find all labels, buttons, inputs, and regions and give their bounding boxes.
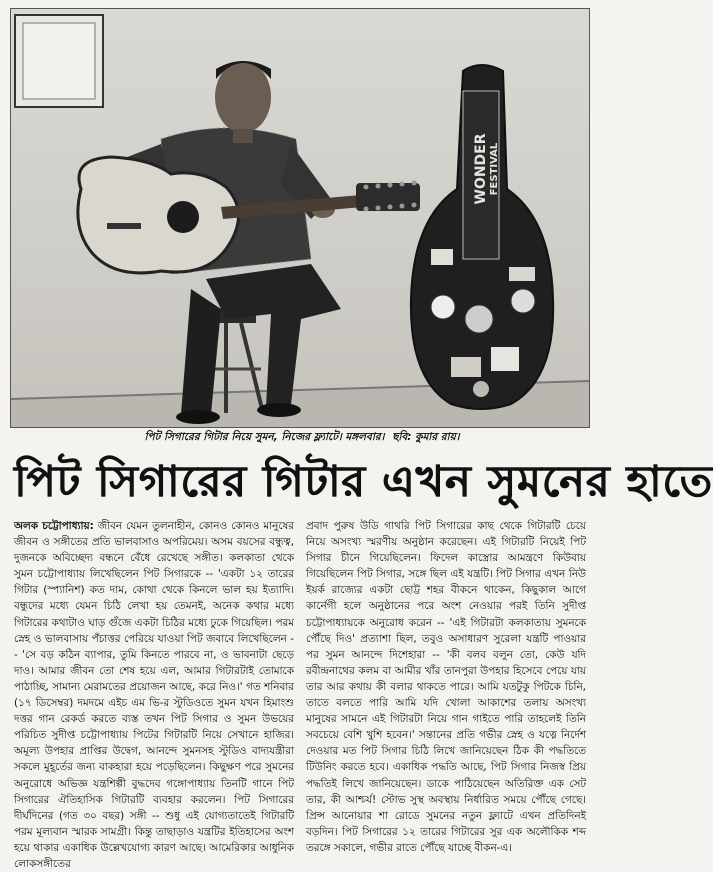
case-sticker-word-1: WONDER xyxy=(473,133,489,205)
left-column-text: জীবন যেমন তুলনাহীন, কোনও কোনও মানুষের জীবন ও সঙ্গীতের প্রতি ভালবাসাও অপরিমেয়। অসম বয়সের বন্ধুত্ব, দুজনকে অবিচ্ছেদ্য বন্ধনে বেঁধে রেখেছে সঙ্গীত। কলকাতা থেকে সুমন চট্টোপাধ্যায় লিখেছিলেন পিট সিগারকে -- 'একটা ১২ তারের গিটার (স্প্যানিশ) কত দাম, কোথা থেকে কিনলে ভাল হয় ইত্যাদি। বন্ধুদের মধ্যে যেমন চিঠি লেখা হয় তেমনই, অনেক কথার মধ্যে গিটারের কথাটাও ঘাড় গুঁজে একটা চিঠির মধ্যে ঢুকে গিয়েছিল। পরম স্নেহ ও ভালবাসায় পঁচাত্তর পেরিয়ে যাওয়া পিট জবাবে লিখেছিলেন -- 'সে বড় কঠিন ব্যাপার, তুমি কিনতে পারবে না, ও ভাবনাটা ছেড়ে দাও। আমার জীবন তো শেষ হয়ে এল, আমার গিটারটাই তোমাকে পাঠাচ্ছি, সামান্য মেরামতের প্রয়োজন আছে, করে নিও।' গত শনিবার (১৭ ডিসেম্বর) দমদমে এইচ এম ভি-র স্টুডিওতে সুমন যখন হিমাংশু দত্তর গান রেকর্ড করতে ব্যস্ত তখন পিট সিগার ও সুমন উভয়ের পরিচিত সুদীপ্ত চট্টোপাধ্যায় পিটের গিটারটি নিয়ে সেখানে হাজির। অমূল্য উপহার প্রাপ্তির উদ্বেগ, আনন্দে সুমনসহ স্টুডিও বাদ্যযন্ত্রীরা সকলে মুহূর্তের জন্য বাকহারা হয়ে পড়েছিলেন। কিছুক্ষণ পরে সুমনের অনুরোধে অভিজ্ঞ যন্ত্রশিল্পী বুদ্ধদেব গঙ্গোপাধ্যায় তিনটি গানে পিট সিগারের ঐতিহাসিক গিটারটি ব্যবহার করলেন। পিট সিগারের দীর্ঘদিনের (গত ৩০ বছর) সঙ্গী -- শুধু এই যোগ্যতাতেই গিটারটি পরম মূল্যবান স্মারক সামগ্রী। কিন্তু তাছাড়াও যন্ত্রটির ইতিহাসের অংশ হয়ে থাকার একাধিক উল্লেখযোগ্য কারণ আছে। আমেরিকার আধুনিক লোকসঙ্গীতের xyxy=(14,520,294,870)
article-headline: পিট সিগারের গিটার এখন সুমনের হাতে xyxy=(14,457,713,507)
article-column-right xyxy=(306,518,586,854)
caption-credit: ছবি: কুমার রায়। xyxy=(392,431,460,443)
article-photo xyxy=(10,8,590,428)
photo-caption xyxy=(112,428,492,446)
right-column-text: প্রবাদ পুরুষ উডি গাথরি পিট সিগারের কাছ থেকে গিটারটি চেয়ে নিয়ে অসংখ্য স্মরণীয় অনুষ্ঠান করেছেন। এই গিটারটি নিয়েই পিট সিগার চীনে গিয়েছিলেন। ফিদেল কাস্ত্রোর আমন্ত্রণে কিউবায় গিয়েছিলেন পিট সিগার, সঙ্গে ছিল এই যন্ত্রটি। পিট সিগার এখন নিউ ইয়র্ক রাজ্যের একটা ছোট্ট শহর বীকনে থাকেন, কিছুকাল আগে কার্নেগী হলে অনুষ্ঠানের পরে অংশ নেওয়ার পরই তিনি সুদীপ্ত চট্টোপাধ্যায়কে অনুরোধ করেন -- 'এই গিটারটা কলকাতায় সুমনকে পৌঁছে দিও' প্রত্যাশা ছিল, তবুও অসাধারণ সুরেলা যন্ত্রটি পাওয়ার পর সুমন আনন্দে দিশেহারা -- 'কী বলব বলুন তো, কেউ যদি রবীন্দ্রনাথের কলম বা আমীর খাঁর তানপুরা উপহার হিসেবে পেয়ে যায় তার আর কথায় কী বলার থাকতে পারে। আমি যতটুকু পিটকে চিনি, তাতে বলতে পারি আমি যদি খোলা আকাশের তলায় অসংখ্য মানুষের সামনে এই গিটারটা নিয়ে গান গাইতে পারি তাহলেই তিনি সবচেয়ে বেশি খুশি হবেন।' সন্তানের প্রতি গভীর স্নেহ ও যত্নে নির্দেশ দেওয়ার মত পিট সিগার চিঠি লিখে জানিয়েছেন ঠিক কী পদ্ধতিতে টিউনিং করতে হবে। একাধিক পদ্ধতি আছে, পিট সিগার নিজস্ব প্রিয় পদ্ধতিই লিখে জানিয়েছেন। ডাকে পাঠিয়েছেন অতিরিক্ত এক সেট তার, কী আশ্চর্য! স্টোভ সুস্থ অবস্থায় নির্ধারিত সময়ে পৌঁছে গেছে। প্রিন্স আনোয়ার শা রোডে সুমনের নতুন ফ্ল্যাটে এখন প্রতিদিনই বড়দিন। পিট সিগারের ১২ তারের গিটারের সুর এক অলৌকিক শব্দ তরঙ্গে সকালে, গভীর রাতে পৌঁছে যাচ্ছে বীকন-এ। xyxy=(306,520,586,854)
article-body xyxy=(14,518,588,870)
article-column-left xyxy=(14,518,294,870)
caption-text: পিট সিগারের গিটার নিয়ে সুমন, নিজের ফ্ল্যাটে। মঙ্গলবার। xyxy=(144,431,385,443)
case-sticker-word-2: FESTIVAL xyxy=(489,142,500,196)
byline: অলক চট্টোপাধ্যায়: xyxy=(14,520,94,532)
guitar-case xyxy=(411,65,553,409)
photo-illustration xyxy=(11,9,589,427)
